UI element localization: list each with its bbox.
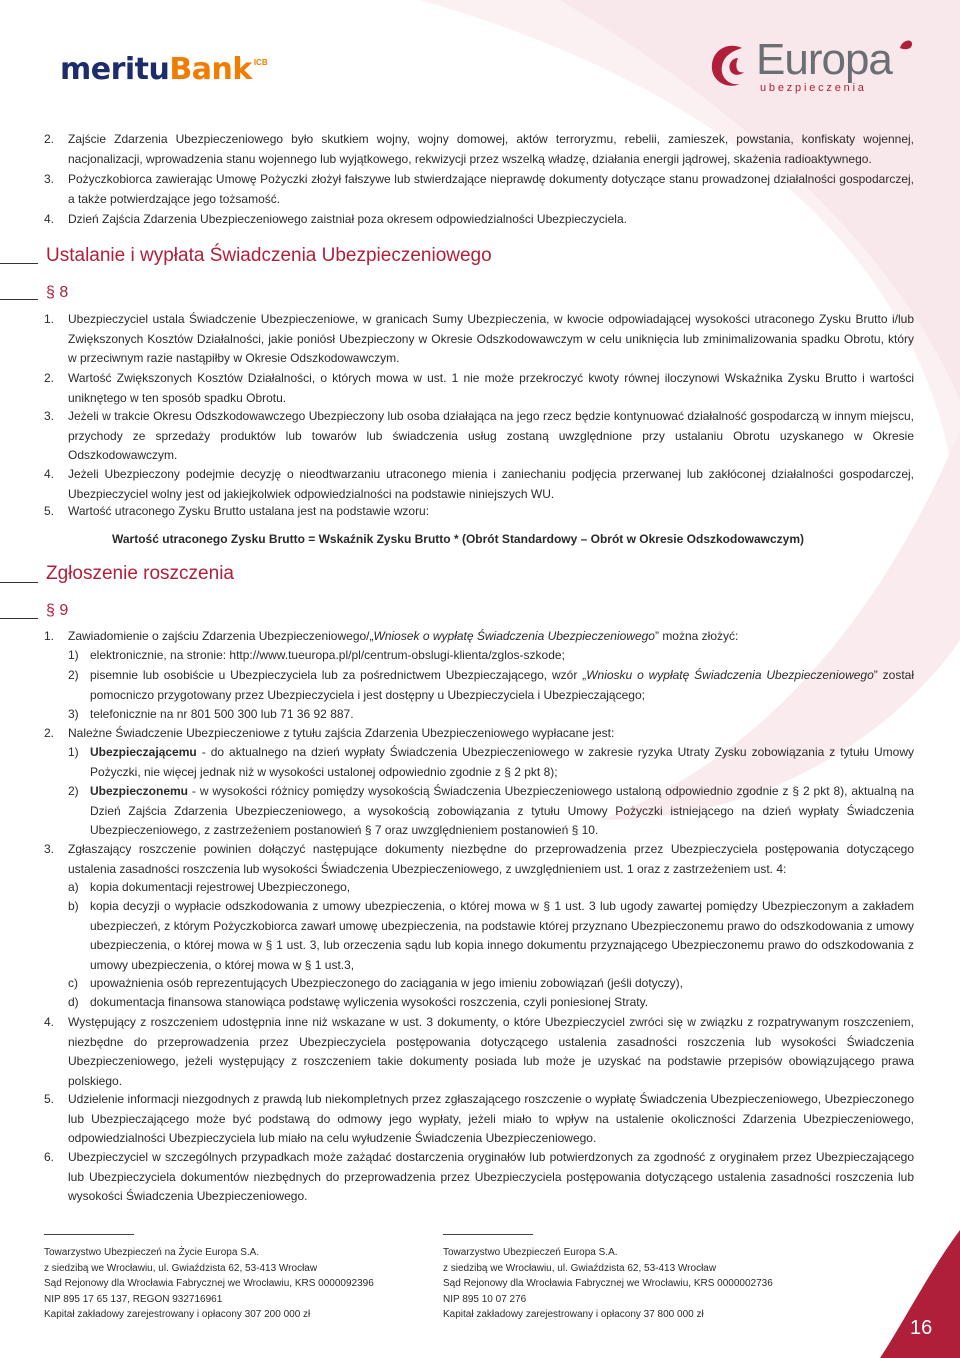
heading-rule	[0, 263, 38, 264]
sub-item: c) upoważnienia osób reprezentujących Ubezpieczonego do zaciągania w jego imieniu zobowiązań (jeśli dotyczy),	[68, 976, 684, 990]
sub-item: b) kopia decyzji o wypłacie odszkodowania z umowy ubezpieczenia, o której mowa w § 1 ust. 3 lub ugody zawartej pomiędzy Ubezpieczonym a zakładem ubezpieczeń, z którym Pożyczkobiorca zawarł umowę ubezpieczenia, na podstawie której przyznano Ubezpieczonemu prawo do odszkodowania z umowy ubezpieczenia, o której mowa w § 1 ust. 3, lub orzeczenia sądu lub kopia innego dokumentu przyznającego Ubezpieczonemu prawo do odszkodowania z umowy ubezpieczenia, o której mowa w § 1 ust.3,	[68, 899, 914, 972]
paragraph-rule	[0, 618, 38, 619]
paragraph-mark: § 8	[46, 284, 69, 301]
section-heading: Ustalanie i wypłata Świadczenia Ubezpieczeniowego	[46, 245, 492, 266]
list-item: 4. Występujący z roszczeniem udostępnia inne niż wskazane w ust. 3 dokumenty, o które Ubezpieczyciel zwróci się w związku z rozpatrywanym roszczeniem, niezbędne do przeprowadzenia przez Ubezpieczyciela postępowania dotyczącego ustalenia zasadności roszczenia lub wysokości Świadczenia Ubezpieczeniowego, jeżeli występujący z roszczeniem takie dokumenty posiada lub może je uzyskać na podstawie przepisów obowiązującego prawa polskiego.	[44, 1015, 914, 1088]
paragraph-mark: § 9	[46, 602, 69, 619]
list-item: 2. Wartość Zwiększonych Kosztów Działalności, o których mowa w ust. 1 nie może przekroczyć kwoty równej iloczynowi Wskaźnika Zysku Brutto i wartości uniknętego w ten sposób spadku Obrotu.	[44, 371, 914, 405]
list-item: 6. Ubezpieczyciel w szczególnych przypadkach może zażądać dostarczenia oryginałów lub potwierdzonych za zgodność z oryginałem przez Ubezpieczającego lub Ubezpieczyciela dokumentów niezbędnych do przeprowadzenia przez Ubezpieczyciela postępowania dotyczącego ustalenia zasadności roszczenia lub wysokości Świadczenia Ubezpieczeniowego.	[44, 1150, 914, 1203]
list-item: 4. Dzień Zajścia Zdarzenia Ubezpieczeniowego zaistniał poza okresem odpowiedzialności Ubezpieczyciela.	[44, 212, 627, 226]
list-item: 3. Jeżeli w trakcie Okresu Odszkodowawczego Ubezpieczony lub osoba działająca na jego rzecz będzie kontynuować działalność gospodarczą w innym miejscu, przychody ze sprzedaży produktów lub towarów lub świadczenia usług zostaną uwzględnione przy ustalaniu Obrotu uzyskanego w Okresie Odszkodowawczym.	[44, 409, 914, 462]
sub-item: 3) telefonicznie na nr 801 500 300 lub 71 36 92 887.	[68, 707, 354, 721]
list-item: 3. Zgłaszający roszczenie powinien dołączyć następujące dokumenty niezbędne do przeprowadzenia przez Ubezpieczyciela postępowania dotyczącego ustalenia zasadności roszczenia lub wysokości Świadczenia Ubezpieczeniowego, z uwzględnieniem ust. 1 oraz z zastrzeżeniem ust. 4:	[44, 842, 914, 876]
list-item: 5. Wartość utraconego Zysku Brutto ustalana jest na podstawie wzoru:	[44, 504, 430, 518]
list-item: 1. Zawiadomienie o zajściu Zdarzenia Ubezpieczeniowego/„Wniosek o wypłatę Świadczenia Ubezpieczeniowego” można złożyć:	[44, 629, 739, 643]
sub-item: d) dokumentacja finansowa stanowiąca podstawę wyliczenia wysokości roszczenia, czyli poniesionej Straty.	[68, 995, 649, 1009]
page-number: 16	[910, 1317, 933, 1339]
list-item: 2. Należne Świadczenie Ubezpieczeniowe z tytułu zajścia Zdarzenia Ubezpieczeniowego wypłacane jest:	[44, 726, 615, 740]
sub-item: 1) elektronicznie, na stronie: http://www.tueuropa.pl/pl/centrum-obslugi-klienta/zglos-szkode;	[68, 648, 565, 662]
list-item: 3. Pożyczkobiorca zawierając Umowę Pożyczki złożył fałszywe lub stwierdzające nieprawdę dokumenty dotyczące stanu prowadzonej działalności gospodarczej, a także potwierdzające jego tożsamość.	[44, 172, 914, 206]
footer-rule	[443, 1234, 533, 1235]
heading-rule	[0, 582, 38, 583]
sub-item: 1) Ubezpieczającemu - do aktualnego na dzień wypłaty Świadczenia Ubezpieczeniowego w zakresie ryzyka Utraty Zysku zobowiązania z tytułu Umowy Pożyczki, nie więcej jednak niż w wysokości ustalonej odpowiednio zgodnie z § 2 pkt 8);	[68, 745, 914, 779]
europa-logo: Europa ubezpieczenia	[708, 34, 918, 100]
formula: Wartość utraconego Zysku Brutto = Wskaźnik Zysku Brutto * (Obrót Standardowy – Obrót w Okresie Odszkodowawczym)	[112, 532, 805, 546]
europa-dot-icon	[898, 38, 914, 52]
list-item: 1. Ubezpieczyciel ustala Świadczenie Ubezpieczeniowe, w granicach Sumy Ubezpieczenia, w kwocie odpowiadającej wysokości utraconego Zysku Brutto i/lub Zwiększonych Kosztów Działalności, jakie poniósł Ubezpieczony w Okresie Odszkodowawczym w celu uniknięcia lub zminimalizowania spadku Obrotu, który w przeciwnym razie nastąpiłby w Okresie Odszkodowawczym.	[44, 312, 914, 365]
footer-rule	[44, 1234, 134, 1235]
sub-item: 2) Ubezpieczonemu - w wysokości różnicy pomiędzy wysokością Świadczenia Ubezpieczeniowego ustaloną odpowiednio zgodnie z § 2 pkt 8), aktualną na Dzień Zajścia Zdarzenia Ubezpieczeniowego, a wysokością zobowiązania z tytułu Umowy Pożyczki istniejącego na dzień wypłaty Świadczenia Ubezpieczeniowego, z zastrzeżeniem postanowień § 7 oraz uwzględnieniem postanowień § 10.	[68, 784, 914, 837]
europa-swirl-icon	[708, 40, 754, 90]
sub-item: 2) pisemnie lub osobiście u Ubezpieczyciela lub za pośrednictwem Ubezpieczającego, wzór „Wniosku o wypłatę Świadczenia Ubezpieczeniowego” został pomocniczo przygotowany przez Ubezpieczyciela i jest dostępny u Ubezpieczyciela i Ubezpieczającego;	[68, 668, 915, 702]
list-item: 2. Zajście Zdarzenia Ubezpieczeniowego było skutkiem wojny, wojny domowej, aktów terroryzmu, rebelii, zamieszek, powstania, konfiskaty wojennej, nacjonalizacji, wprowadzenia stanu wojennego lub wyjątkowego, rekwizycji przez wszelką władzę, działania energii jądrowej, skażenia radioaktywnego.	[44, 132, 914, 166]
sub-item: a) kopia dokumentacji rejestrowej Ubezpieczonego,	[68, 880, 351, 894]
footer-company-left: Towarzystwo Ubezpieczeń na Życie Europa S.A. z siedzibą we Wrocławiu, ul. Gwiaździsta 62, 53-413 Wrocław Sąd Rejonowy dla Wrocławia Fabrycznej we Wrocławiu, KRS 0000092396 NIP 895 17 65 137, REGON 932716961 Kapitał zakładowy zarejestrowany i opłacony 307 200 000 zł	[44, 1247, 374, 1320]
section-heading: Zgłoszenie roszczenia	[46, 563, 234, 584]
list-item: 5. Udzielenie informacji niezgodnych z prawdą lub niekompletnych przez zgłaszającego roszczenie o wypłatę Świadczenia Ubezpieczeniowego, Ubezpieczonego lub Ubezpieczającego może być podstawą do odmowy jego wypłaty, jeżeli miało to wpływ na ustalenie okoliczności Zdarzenia Ubezpieczeniowego, odpowiedzialności Ubezpieczyciela lub miało na celu wyłudzenie Świadczenia Ubezpieczeniowego.	[44, 1092, 914, 1145]
list-item: 4. Jeżeli Ubezpieczony podejmie decyzję o nieodtwarzaniu utraconego mienia i zaniechaniu podjęcia przerwanej lub zakłóconej działalności gospodarczej, Ubezpieczyciel wolny jest od jakiejkolwiek odpowiedzialności na podstawie niniejszych WU.	[44, 467, 914, 501]
meritum-bank-logo: merituBank $^{ICB}$	[60, 52, 268, 87]
footer-company-right: Towarzystwo Ubezpieczeń Europa S.A. z siedzibą we Wrocławiu, ul. Gwiaździsta 62, 53-413 Wrocław Sąd Rejonowy dla Wrocławia Fabrycznej we Wrocławiu, KRS 0000002736 NIP 895 10 07 276 Kapitał zakładowy zarejestrowany i opłacony 37 800 000 zł	[443, 1247, 773, 1320]
paragraph-rule	[0, 299, 38, 300]
